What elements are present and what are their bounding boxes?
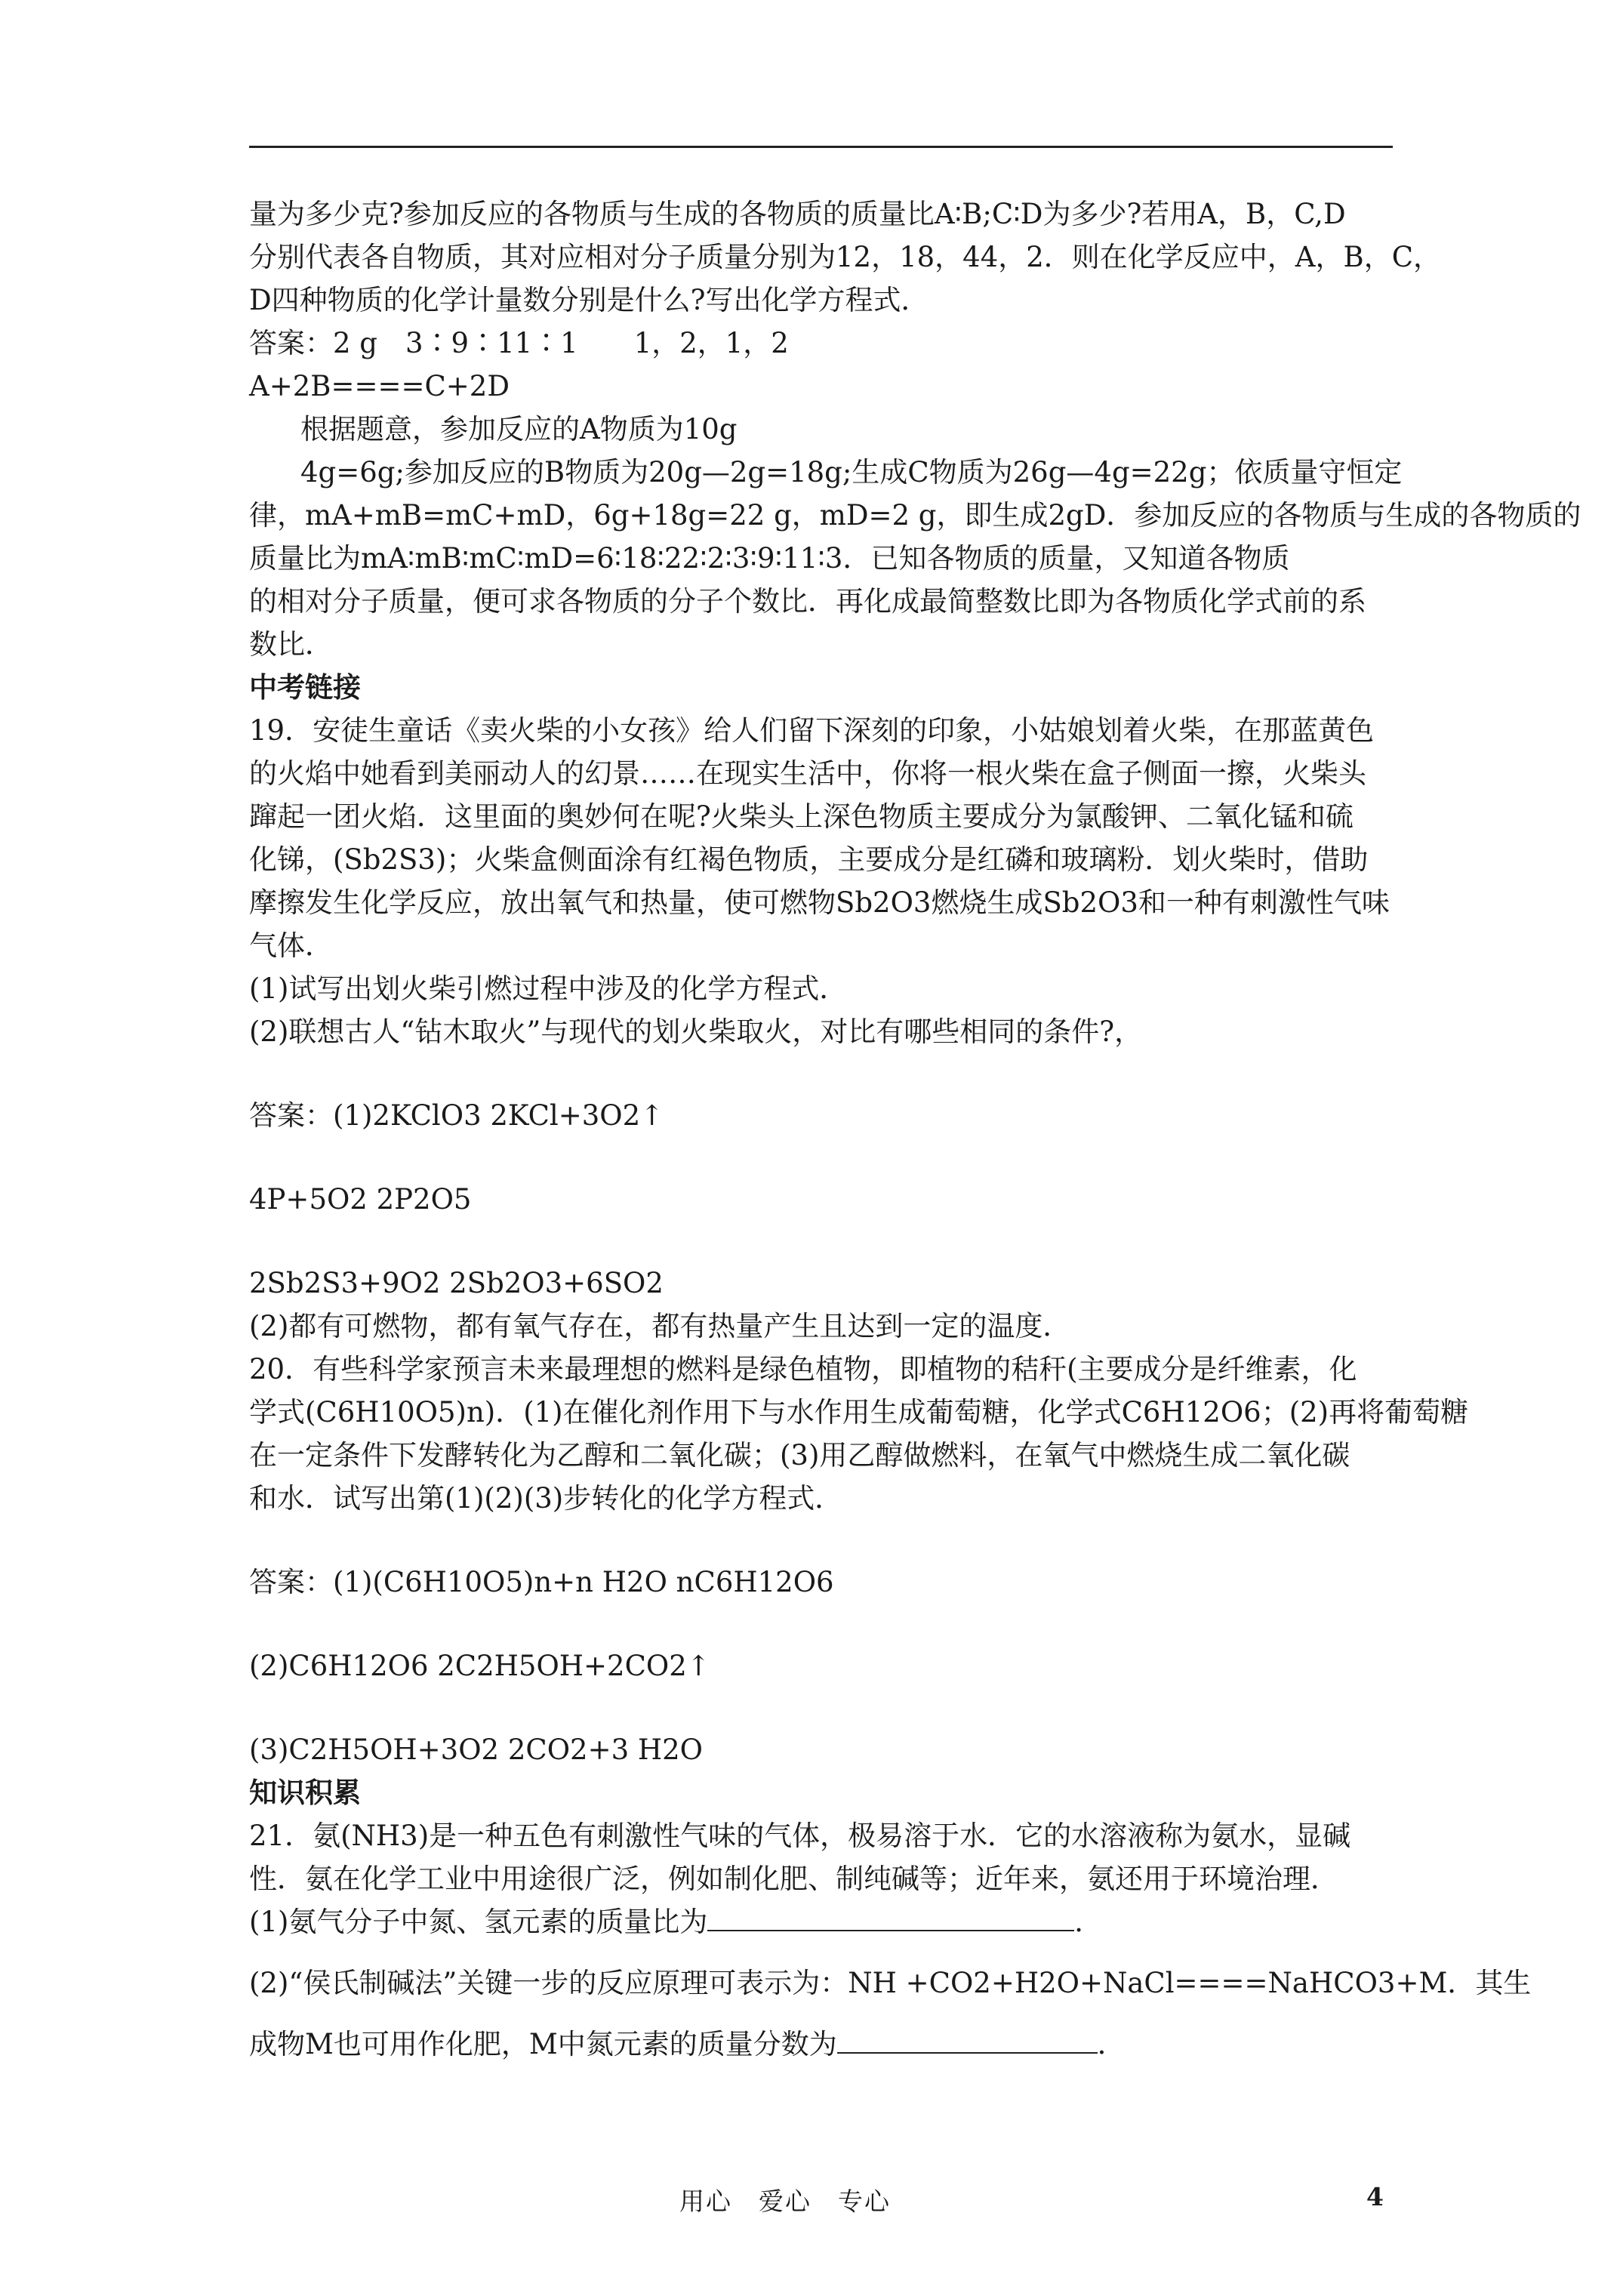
equation-line: (2)C6H12O6 2C2H5OH+2CO2↑	[249, 1650, 710, 1682]
text-line: (2)“侯氏制碱法”关键一步的反应原理可表示为：NH +CO2+H2O+NaCl====NaHCO3+M．其生	[249, 1967, 1532, 1999]
question-19-line: 19．安徒生童话《卖火柴的小女孩》给人们留下深刻的印象，小姑娘划着火柴，在那蓝黄色	[249, 714, 1375, 747]
answer-equation-1: 答案：(1)2KClO3 2KCl+3O2↑	[249, 1099, 664, 1132]
document-body	[249, 193, 1581, 2066]
section-heading: 中考链接	[249, 670, 361, 704]
equation-line: A+2B====C+2D	[249, 370, 510, 402]
text-line: 的火焰中她看到美丽动人的幻景……在现实生活中，你将一根火柴在盒子侧面一擦，火柴头	[249, 757, 1366, 790]
text-line: 性．氨在化学工业中用途很广泛，例如制化肥、制纯碱等；近年来，氨还用于环境治理．	[249, 1863, 1338, 1895]
period: ．	[1097, 2028, 1126, 2060]
text-line: 量为多少克?参加反应的各物质与生成的各物质的质量比A∶B;C∶D为多少?若用A，B，C,D	[249, 198, 1346, 230]
header-rule	[249, 146, 1393, 148]
text-line: 和水．试写出第(1)(2)(3)步转化的化学方程式．	[249, 1482, 843, 1515]
answer-equation-2: 答案：(1)(C6H10O5)n+n H2O nC6H12O6	[249, 1566, 834, 1598]
equation-line: 4P+5O2 2P2O5	[249, 1183, 472, 1216]
text-line: 化锑，(Sb2S3)；火柴盒侧面涂有红褐色物质，主要成分是红磷和玻璃粉．划火柴时，借助	[249, 843, 1369, 876]
text-line: D四种物质的化学计量数分别是什么?写出化学方程式．	[249, 284, 929, 316]
question-text: (1)氨气分子中氮、氢元素的质量比为	[249, 1906, 708, 1938]
text-line: (1)试写出划火柴引燃过程中涉及的化学方程式．	[249, 972, 848, 1005]
text-line: 4g=6g;参加反应的B物质为20g—2g=18g;生成C物质为26g—4g=22g；依质量守恒定	[300, 456, 1403, 488]
text-line: 的相对分子质量，便可求各物质的分子个数比．再化成最简整数比即为各物质化学式前的系	[249, 585, 1366, 618]
equation-line: (3)C2H5OH+3O2 2CO2+3 H2O	[249, 1734, 704, 1766]
text-line: 气体．	[249, 929, 333, 962]
period: ．	[1074, 1906, 1103, 1938]
text-line: 摩擦发生化学反应，放出氧气和热量，使可燃物Sb2O3燃烧生成Sb2O3和一种有刺激性气味	[249, 886, 1390, 919]
fill-in-line	[249, 2023, 1397, 2066]
text-line: 根据题意，参加反应的A物质为10g	[300, 413, 738, 445]
text-line: 学式(C6H10O5)n)．(1)在催化剂作用下与水作用生成葡萄糖，化学式C6H12O6；(2)再将葡萄糖	[249, 1396, 1469, 1428]
text-line: (2)联想古人“钻木取火”与现代的划火柴取火，对比有哪些相同的条件?，	[249, 1015, 1143, 1048]
answer-line: 答案：2 g 3∶9∶11∶1 1，2，1，2	[249, 327, 789, 359]
question-text: 成物M也可用作化肥，M中氮元素的质量分数为	[249, 2028, 837, 2060]
footer-text: 用心 爱心 专心	[679, 2187, 891, 2216]
equation-line: 2Sb2S3+9O2 2Sb2O3+6SO2	[249, 1267, 664, 1299]
question-21-line: 21．氨(NH3)是一种五色有刺激性气味的气体，极易溶于水．它的水溶液称为氨水，显碱	[249, 1820, 1351, 1852]
text-line: 数比．	[249, 628, 333, 661]
text-line: 在一定条件下发酵转化为乙醇和二氧化碳；(3)用乙醇做燃料，在氧气中燃烧生成二氧化碳	[249, 1439, 1350, 1472]
text-line: 质量比为mA∶mB∶mC∶mD=6∶18∶22∶2∶3∶9∶11∶3．已知各物质的质量，又知道各物质	[249, 542, 1290, 575]
section-heading: 知识积累	[249, 1776, 361, 1809]
text-line: 律，mA+mB=mC+mD，6g+18g=22 g，mD=2 g，即生成2gD．参加反应的各物质与生成的各物质的	[249, 499, 1581, 532]
text-line: (2)都有可燃物，都有氧气存在，都有热量产生且达到一定的温度．	[249, 1310, 1071, 1342]
question-20-line: 20．有些科学家预言未来最理想的燃料是绿色植物，即植物的秸秆(主要成分是纤维素，化	[249, 1353, 1357, 1385]
text-line: 分别代表各自物质，其对应相对分子质量分别为12，18，44，2．则在化学反应中，A，B，C，	[249, 241, 1442, 273]
page-number: 4	[1366, 2182, 1384, 2211]
fill-in-line	[249, 1900, 1397, 1943]
answer-blank[interactable]	[837, 2029, 1098, 2054]
answer-blank[interactable]	[707, 1907, 1074, 1931]
text-line: 蹿起一团火焰．这里面的奥妙何在呢?火柴头上深色物质主要成分为氯酸钾、二氧化锰和硫	[249, 800, 1354, 833]
